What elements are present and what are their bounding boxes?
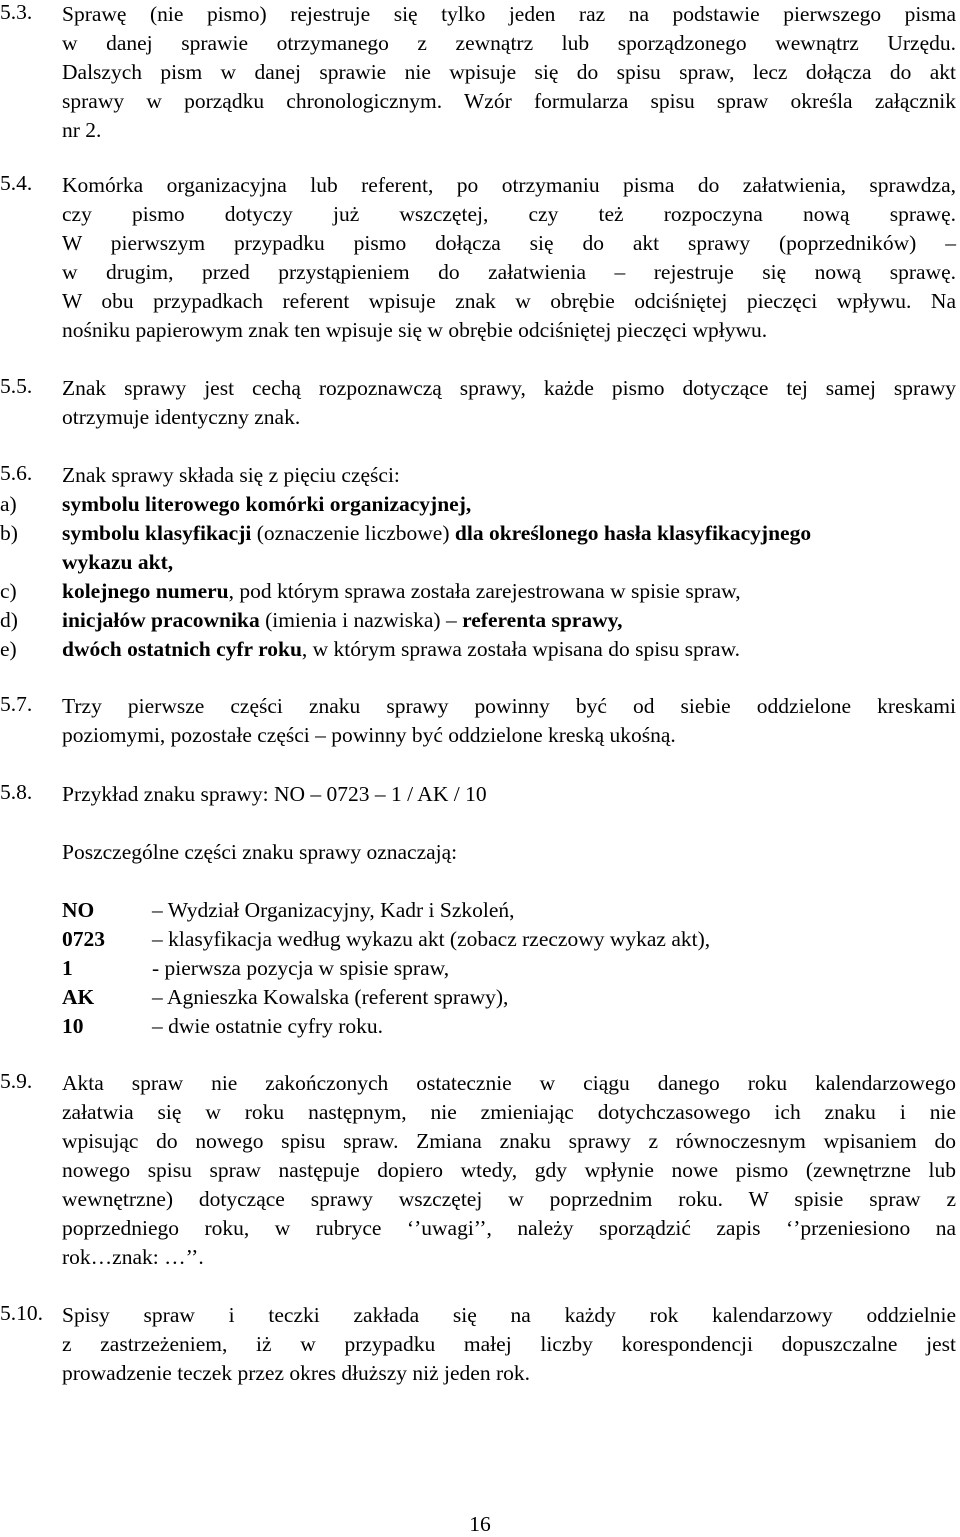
section-text (62, 1301, 956, 1388)
text-line: W obu przypadkach referent wpisuje znak w obrębie odciśniętej pieczęci wpływu. Na (62, 289, 956, 313)
text-line: W pierwszym przypadku pismo dołącza się do akt sprawy (poprzedników) – (62, 231, 956, 255)
section-5-10 (0, 1301, 956, 1388)
section-text (62, 0, 956, 145)
text-line: Akta spraw nie zakończonych ostatecznie w ciągu danego roku kalendarzowego (62, 1071, 956, 1095)
list-item (0, 635, 956, 664)
definition-row (62, 925, 942, 954)
list-item-bold: symbolu literowego komórki organizacyjnej, (62, 492, 472, 516)
text-line: otrzymuje identyczny znak. (62, 405, 301, 429)
text-line: z zastrzeżeniem, iż w przypadku małej liczby korespondencji dopuszczalne jest (62, 1332, 956, 1356)
text-line: prowadzenie teczek przez okres dłuższy niż jeden rok. (62, 1361, 530, 1385)
definition-code: AK (62, 985, 95, 1009)
text-line: w danej sprawie otrzymanego z zewnątrz lub sporządzonego wewnątrz Urzędu. (62, 31, 956, 55)
section-text (62, 171, 956, 345)
section-number: 5.6. (0, 461, 33, 485)
section-number: 5.4. (0, 171, 33, 195)
section-number: 5.5. (0, 374, 33, 398)
list-item-bold: kolejnego numeru (62, 579, 229, 603)
list-item (0, 490, 956, 519)
section-number: 5.3. (0, 0, 33, 24)
list-item (0, 606, 956, 635)
text-line: nośniku papierowym znak ten wpisuje się w obrębie odciśniętej pieczęci wpływu. (62, 318, 768, 342)
list-item-text: (imienia i nazwiska) – (259, 608, 463, 632)
definition-code: NO (62, 898, 95, 922)
list-item-label: e) (0, 637, 17, 661)
list-item-label: a) (0, 492, 17, 516)
section-intro: Znak sprawy składa się z pięciu części: (62, 463, 400, 487)
text-line: w drugim, przed przystąpieniem do załatwienia – rejestruje się nową sprawę. (62, 260, 956, 284)
text-line: Trzy pierwsze części znaku sprawy powinny być od siebie oddzielone kreskami (62, 694, 956, 718)
section-number: 5.9. (0, 1069, 33, 1093)
section-5-7 (0, 692, 956, 750)
list-item (0, 519, 956, 577)
list-item-label: b) (0, 521, 18, 545)
parts-intro-text: Poszczególne części znaku sprawy oznaczają: (62, 840, 458, 864)
text-line: Sprawę (nie pismo) rejestruje się tylko jeden raz na podstawie pierwszego pisma (62, 2, 956, 26)
definition-code: 10 (62, 1014, 84, 1038)
definition-row (62, 896, 942, 925)
text-line: nr 2. (62, 118, 102, 142)
sign-parts-list (0, 490, 956, 664)
list-item-bold: dla określonego hasła klasyfikacyjnego (454, 521, 812, 545)
definition-text: – Agnieszka Kowalska (referent sprawy), (152, 985, 509, 1009)
section-number: 5.7. (0, 692, 33, 716)
list-item-label: d) (0, 608, 18, 632)
section-text (62, 374, 956, 432)
list-item-text: , w którym sprawa została wpisana do spisu spraw. (301, 637, 740, 661)
definition-code: 1 (62, 956, 73, 980)
definition-text: – dwie ostatnie cyfry roku. (152, 1014, 384, 1038)
section-text (62, 692, 956, 750)
definition-code: 0723 (62, 927, 105, 951)
text-line: Dalszych pism w danej sprawie nie wpisuje się do spisu spraw, lecz dołącza do akt (62, 60, 956, 84)
text-line: Spisy spraw i teczki zakłada się na każdy rok kalendarzowy oddzielnie (62, 1303, 956, 1327)
text-line: Komórka organizacyjna lub referent, po otrzymaniu pisma do załatwienia, sprawdza, (62, 173, 956, 197)
text-line: Znak sprawy jest cechą rozpoznawczą sprawy, każde pismo dotyczące tej samej sprawy (62, 376, 956, 400)
list-item-text: , pod którym sprawa została zarejestrowana w spisie spraw, (228, 579, 741, 603)
text-line: wewnętrzne) dotyczące sprawy wszczętej w poprzednim roku. W spisie spraw z (62, 1187, 956, 1211)
section-5-5 (0, 374, 956, 432)
definition-text: – klasyfikacja według wykazu akt (zobacz rzeczowy wykaz akt), (152, 927, 711, 951)
section-5-3 (0, 0, 956, 145)
parts-intro (0, 838, 956, 867)
definition-row (62, 983, 942, 1012)
list-item-text: (oznaczenie liczbowe) (251, 521, 455, 545)
definition-text: – Wydział Organizacyjny, Kadr i Szkoleń, (152, 898, 515, 922)
section-5-8 (0, 780, 956, 809)
section-5-6 (0, 461, 956, 490)
list-item-bold: wykazu akt, (62, 550, 174, 574)
list-item-label: c) (0, 579, 17, 603)
text-line: czy pismo dotyczy już wszczętej, czy też rozpoczyna nową sprawę. (62, 202, 956, 226)
list-item-bold: inicjałów pracownika (62, 608, 260, 632)
definition-row (62, 1012, 942, 1041)
text-line: poprzedniego roku, w rubryce ‘’uwagi’’, należy sporządzić zapis ‘’przeniesiono na (62, 1216, 956, 1240)
list-item (0, 577, 956, 606)
section-text (62, 1069, 956, 1272)
section-number: 5.8. (0, 780, 33, 804)
text-line: rok…znak: …’’. (62, 1245, 204, 1269)
list-item-bold: symbolu klasyfikacji (62, 521, 252, 545)
section-number: 5.10. (0, 1301, 43, 1325)
page-number: 16 (469, 1512, 491, 1536)
text-line: poziomymi, pozostałe części – powinny być oddzielone kreską ukośną. (62, 723, 676, 747)
text-line: sprawy w porządku chronologicznym. Wzór formularza spisu spraw określa załącznik (62, 89, 956, 113)
section-5-4 (0, 171, 956, 345)
list-item-bold: dwóch ostatnich cyfr roku (62, 637, 302, 661)
section-5-9 (0, 1069, 956, 1272)
list-item-bold: referenta sprawy, (462, 608, 623, 632)
definition-text: - pierwsza pozycja w spisie spraw, (152, 956, 450, 980)
text-line: załatwia się w roku następnym, nie zmieniając dotychczasowego ich znaku i nie (62, 1100, 956, 1124)
text-line: wpisując do nowego spisu spraw. Zmiana znaku sprawy z równoczesnym wpisaniem do (62, 1129, 956, 1153)
sign-parts-definitions (62, 896, 942, 1041)
definition-row (62, 954, 942, 983)
text-line: nowego spisu spraw następuje dopiero wtedy, gdy wpłynie nowe pismo (zewnętrzne lub (62, 1158, 956, 1182)
case-sign-example: Przykład znaku sprawy: NO – 0723 – 1 / AK / 10 (62, 782, 487, 806)
